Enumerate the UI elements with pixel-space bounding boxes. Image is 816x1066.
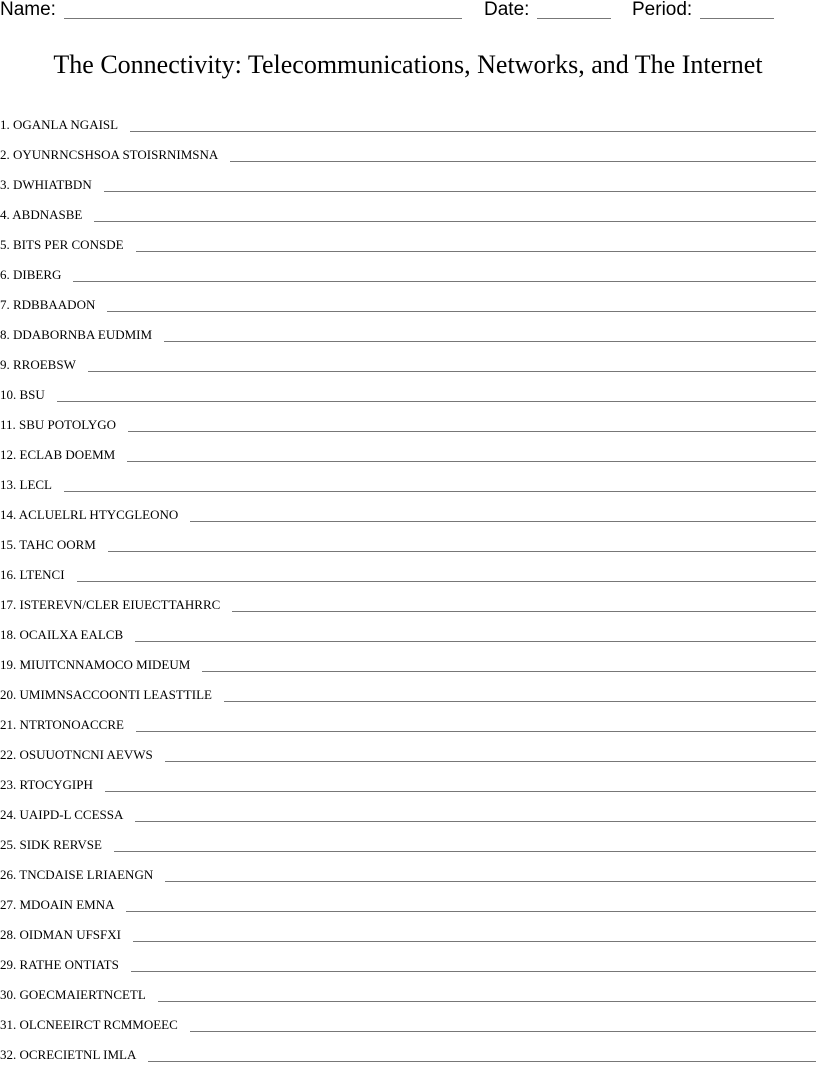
name-label: Name: (0, 0, 56, 20)
scrambled-word: 9. RROEBSW (0, 357, 76, 372)
question-row (0, 706, 816, 736)
question-row (0, 916, 816, 946)
question-list (0, 106, 816, 1066)
answer-line[interactable] (94, 211, 816, 222)
question-row (0, 616, 816, 646)
answer-line[interactable] (136, 721, 816, 732)
answer-line[interactable] (232, 601, 816, 612)
answer-line[interactable] (133, 931, 816, 942)
scrambled-word: 13. LECL (0, 477, 52, 492)
answer-line[interactable] (190, 511, 816, 522)
answer-line[interactable] (148, 1051, 816, 1062)
scrambled-word: 21. NTRTONOACCRE (0, 717, 124, 732)
period-field[interactable] (700, 18, 774, 19)
question-row (0, 436, 816, 466)
answer-line[interactable] (105, 781, 816, 792)
question-row (0, 496, 816, 526)
worksheet-header (0, 0, 816, 22)
question-row (0, 376, 816, 406)
answer-line[interactable] (165, 751, 816, 762)
question-row (0, 286, 816, 316)
scrambled-word: 2. OYUNRNCSHSOA STOISRNIMSNA (0, 147, 219, 162)
answer-line[interactable] (135, 631, 816, 642)
question-row (0, 136, 816, 166)
answer-line[interactable] (108, 541, 816, 552)
answer-line[interactable] (130, 121, 816, 132)
scrambled-word: 31. OLCNEEIRCT RCMMOEEC (0, 1017, 178, 1032)
question-row (0, 466, 816, 496)
answer-line[interactable] (126, 901, 816, 912)
scrambled-word: 27. MDOAIN EMNA (0, 897, 115, 912)
scrambled-word: 26. TNCDAISE LRIAENGN (0, 867, 154, 882)
answer-line[interactable] (77, 571, 816, 582)
question-row (0, 646, 816, 676)
answer-line[interactable] (128, 421, 816, 432)
question-row (0, 676, 816, 706)
question-row (0, 586, 816, 616)
date-field[interactable] (537, 18, 611, 19)
scrambled-word: 3. DWHIATBDN (0, 177, 92, 192)
answer-line[interactable] (104, 181, 816, 192)
name-field[interactable] (64, 18, 462, 19)
page-title: The Connectivity: Telecommunications, Networks, and The Internet (53, 50, 763, 79)
scrambled-word: 19. MIUITCNNAMOCO MIDEUM (0, 657, 191, 672)
answer-line[interactable] (107, 301, 816, 312)
question-row (0, 1006, 816, 1036)
scrambled-word: 18. OCAILXA EALCB (0, 627, 124, 642)
question-row (0, 736, 816, 766)
scrambled-word: 11. SBU POTOLYGO (0, 417, 117, 432)
question-row (0, 256, 816, 286)
question-row (0, 976, 816, 1006)
scrambled-word: 15. TAHC OORM (0, 537, 96, 552)
question-row (0, 316, 816, 346)
answer-line[interactable] (164, 331, 816, 342)
scrambled-word: 8. DDABORNBA EUDMIM (0, 327, 153, 342)
scrambled-word: 10. BSU (0, 387, 45, 402)
question-row (0, 766, 816, 796)
answer-line[interactable] (135, 811, 816, 822)
question-row (0, 556, 816, 586)
answer-line[interactable] (64, 481, 816, 492)
answer-line[interactable] (57, 391, 816, 402)
scrambled-word: 25. SIDK RERVSE (0, 837, 102, 852)
question-row (0, 856, 816, 886)
answer-line[interactable] (127, 451, 816, 462)
scrambled-word: 6. DIBERG (0, 267, 62, 282)
scrambled-word: 30. GOECMAIERTNCETL (0, 987, 146, 1002)
question-row (0, 166, 816, 196)
answer-line[interactable] (230, 151, 816, 162)
answer-line[interactable] (136, 241, 816, 252)
scrambled-word: 28. OIDMAN UFSFXI (0, 927, 121, 942)
scrambled-word: 23. RTOCYGIPH (0, 777, 93, 792)
question-row (0, 946, 816, 976)
scrambled-word: 7. RDBBAADON (0, 297, 96, 312)
answer-line[interactable] (224, 691, 816, 702)
question-row (0, 886, 816, 916)
question-row (0, 1036, 816, 1066)
scrambled-word: 14. ACLUELRL HTYCGLEONO (0, 507, 179, 522)
answer-line[interactable] (131, 961, 816, 972)
date-label: Date: (484, 0, 530, 20)
scrambled-word: 32. OCRECIETNL IMLA (0, 1047, 137, 1062)
question-row (0, 226, 816, 256)
scrambled-word: 16. LTENCI (0, 567, 65, 582)
answer-line[interactable] (190, 1021, 816, 1032)
scrambled-word: 20. UMIMNSACCOONTI LEASTTILE (0, 687, 212, 702)
scrambled-word: 17. ISTEREVN/CLER EIUECTTAHRRC (0, 597, 221, 612)
answer-line[interactable] (165, 871, 816, 882)
answer-line[interactable] (158, 991, 816, 1002)
scrambled-word: 4. ABDNASBE (0, 207, 83, 222)
scrambled-word: 24. UAIPD-L CCESSA (0, 807, 124, 822)
scrambled-word: 12. ECLAB DOEMM (0, 447, 116, 462)
question-row (0, 106, 816, 136)
question-row (0, 826, 816, 856)
answer-line[interactable] (202, 661, 816, 672)
answer-line[interactable] (73, 271, 816, 282)
period-label: Period: (632, 0, 693, 20)
scrambled-word: 29. RATHE ONTIATS (0, 957, 119, 972)
answer-line[interactable] (88, 361, 816, 372)
question-row (0, 196, 816, 226)
scrambled-word: 5. BITS PER CONSDE (0, 237, 124, 252)
scrambled-word: 22. OSUUOTNCNI AEVWS (0, 747, 153, 762)
question-row (0, 526, 816, 556)
answer-line[interactable] (114, 841, 816, 852)
question-row (0, 406, 816, 436)
scrambled-word: 1. OGANLA NGAISL (0, 117, 119, 132)
question-row (0, 796, 816, 826)
question-row (0, 346, 816, 376)
